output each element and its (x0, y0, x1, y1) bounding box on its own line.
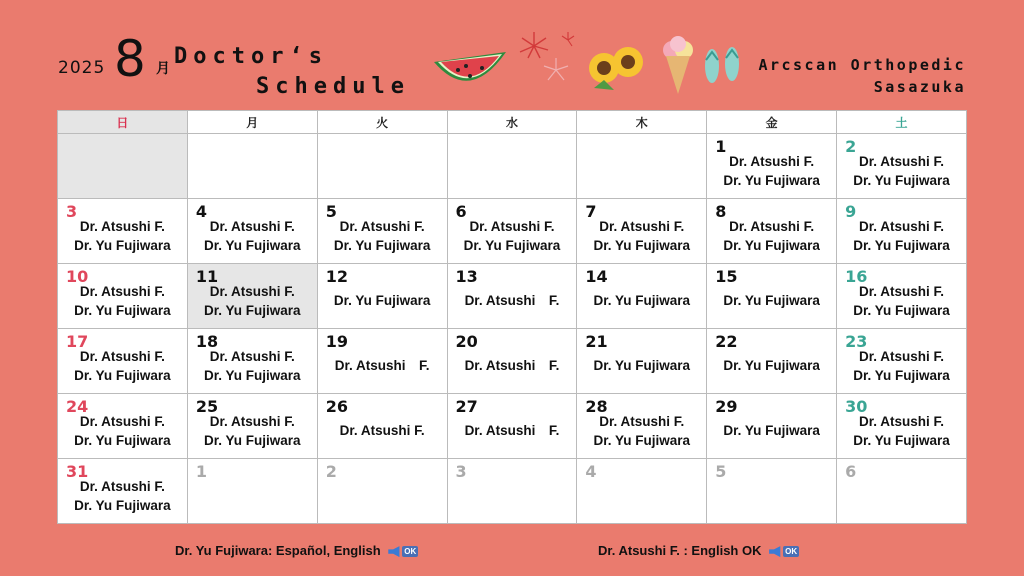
speaker-icon (769, 546, 783, 557)
day-number: 28 (585, 397, 608, 416)
doctor-name: Dr. Yu Fujiwara (723, 173, 820, 188)
doctor-list (837, 282, 966, 320)
calendar-day-cell (187, 199, 317, 264)
day-number: 3 (66, 202, 78, 221)
doctor-list (318, 421, 447, 440)
doctor-name: Dr. Atsushi F. (599, 414, 685, 429)
day-number: 12 (325, 267, 348, 286)
weekday-wed: 水 (447, 111, 577, 134)
weekday-thu: 木 (577, 111, 707, 134)
doctor-list (707, 152, 836, 190)
doctor-name: Dr. Atsushi F. (464, 358, 560, 373)
doctor-name: Dr. Atsushi F. (339, 219, 425, 234)
day-number: 8 (715, 202, 727, 221)
calendar-week-row (58, 394, 967, 459)
calendar-day-cell (837, 264, 967, 329)
doctor-name: Dr. Yu Fujiwara (463, 238, 561, 253)
doctor-name: Dr. Yu Fujiwara (203, 238, 301, 253)
day-number: 6 (455, 202, 467, 221)
calendar-week-row (58, 264, 967, 329)
day-number: 16 (845, 267, 868, 286)
doctor-name: Dr. Atsushi F. (464, 293, 560, 308)
doctor-name: Dr. Atsushi F. (729, 154, 815, 169)
doctor-name: Dr. Atsushi F. (859, 154, 945, 169)
day-number: 25 (195, 397, 219, 416)
calendar-day-cell (58, 199, 188, 264)
doctor-name: Dr. Yu Fujiwara (723, 423, 820, 438)
doctor-name: Dr. Yu Fujiwara (203, 368, 301, 383)
calendar-day-cell (837, 394, 967, 459)
doctor-name: Dr. Atsushi F. (729, 219, 815, 234)
calendar-day-cell (837, 134, 967, 199)
calendar-day-cell (837, 199, 967, 264)
calendar-day-cell (317, 199, 447, 264)
doctor-name: Dr. Yu Fujiwara (593, 358, 691, 373)
day-number: 14 (585, 267, 608, 286)
day-number: 6 (845, 462, 857, 481)
doctor-name: Dr. Atsushi F. (209, 219, 295, 234)
doctor-list (448, 291, 577, 310)
footer-note-fujiwara (175, 543, 418, 558)
calendar-day-cell (577, 329, 707, 394)
weekday-sat: 土 (837, 111, 967, 134)
day-number: 5 (325, 202, 337, 221)
day-number: 26 (325, 397, 348, 416)
year-label: 2025 (58, 58, 106, 78)
calendar-day-cell (707, 264, 837, 329)
calendar-day-cell (187, 329, 317, 394)
footer-atsushi-text: Dr. Atsushi F. : English OK (598, 543, 762, 558)
day-number: 7 (585, 202, 597, 221)
calendar-day-cell (187, 459, 317, 524)
calendar-day-cell (187, 394, 317, 459)
doctor-list (188, 412, 317, 450)
calendar-day-cell (58, 459, 188, 524)
calendar-day-cell (447, 459, 577, 524)
doctor-name: Dr. Atsushi F. (209, 349, 295, 364)
doctor-name: Dr. Atsushi F. (209, 414, 295, 429)
day-number: 10 (66, 267, 89, 286)
calendar-day-cell (447, 329, 577, 394)
doctor-name: Dr. Yu Fujiwara (593, 433, 691, 448)
calendar-day-cell (577, 264, 707, 329)
doctor-list (837, 217, 966, 255)
doctor-list (448, 217, 577, 255)
day-number: 15 (715, 267, 738, 286)
calendar-week-row (58, 134, 967, 199)
calendar-day-cell (317, 394, 447, 459)
day-number: 3 (455, 462, 467, 481)
doctor-name: Dr. Atsushi F. (334, 358, 430, 373)
ok-badge: OK (785, 547, 798, 557)
day-number: 9 (845, 202, 857, 221)
doctor-list (707, 421, 836, 440)
calendar-day-cell (707, 459, 837, 524)
clinic-location: Sasazuka (873, 78, 966, 96)
doctor-name: Dr. Atsushi F. (79, 284, 165, 299)
day-number: 17 (66, 332, 89, 351)
doctor-list (318, 356, 447, 375)
day-number: 22 (715, 332, 738, 351)
doctor-list (707, 291, 836, 310)
doctor-list (577, 356, 706, 375)
calendar-week-row (58, 329, 967, 394)
doctor-list (188, 217, 317, 255)
calendar-day-cell (707, 394, 837, 459)
calendar-week-row (58, 459, 967, 524)
doctor-name: Dr. Yu Fujiwara (723, 238, 820, 253)
day-number: 2 (325, 462, 337, 481)
doctor-list (837, 412, 966, 450)
month-number: 8 (114, 30, 146, 88)
speaker-icon (388, 546, 402, 557)
doctor-list (577, 412, 706, 450)
fireworks-icon (512, 26, 578, 92)
doctor-name: Dr. Yu Fujiwara (74, 368, 171, 383)
doctor-name: Dr. Yu Fujiwara (723, 358, 820, 373)
day-number: 23 (845, 332, 868, 351)
doctor-name: Dr. Yu Fujiwara (853, 368, 950, 383)
doctor-name: Dr. Atsushi F. (464, 423, 560, 438)
calendar-day-cell (187, 134, 317, 199)
doctor-name: Dr. Atsushi F. (859, 414, 945, 429)
day-number: 18 (195, 332, 219, 351)
calendar-day-cell (707, 329, 837, 394)
calendar-day-cell (837, 329, 967, 394)
doctor-name: Dr. Yu Fujiwara (593, 238, 691, 253)
calendar-day-cell (58, 134, 188, 199)
calendar-day-cell (447, 264, 577, 329)
day-number: 24 (66, 397, 89, 416)
doctor-name: Dr. Atsushi F. (469, 219, 555, 234)
doctor-name: Dr. Yu Fujiwara (853, 173, 950, 188)
weekday-fri: 金 (707, 111, 837, 134)
calendar-day-cell (317, 134, 447, 199)
calendar-day-cell (317, 329, 447, 394)
doctor-list (318, 291, 447, 310)
page-title-line1: Doctor‘s (174, 44, 328, 69)
doctor-list (58, 477, 187, 515)
calendar-day-cell (447, 134, 577, 199)
doctor-list (58, 282, 187, 320)
day-number: 1 (715, 137, 727, 156)
calendar-day-cell (837, 459, 967, 524)
weekday-header-row (58, 111, 967, 134)
doctor-name: Dr. Atsushi F. (79, 414, 165, 429)
doctor-list (318, 217, 447, 255)
weekday-mon: 月 (187, 111, 317, 134)
calendar-day-cell (577, 134, 707, 199)
doctor-name: Dr. Atsushi F. (859, 284, 945, 299)
calendar-day-cell (447, 199, 577, 264)
month-kanji: 月 (156, 61, 170, 77)
calendar-day-cell (317, 264, 447, 329)
calendar-week-row (58, 199, 967, 264)
doctor-name: Dr. Yu Fujiwara (723, 293, 820, 308)
doctor-name: Dr. Yu Fujiwara (853, 238, 950, 253)
page-title-line2: Schedule (256, 74, 410, 99)
doctor-list (707, 217, 836, 255)
doctor-name: Dr. Yu Fujiwara (74, 433, 171, 448)
weekday-tue: 火 (317, 111, 447, 134)
doctor-name: Dr. Yu Fujiwara (203, 433, 301, 448)
ice-cream-icon (660, 36, 696, 96)
weekday-sun: 日 (58, 111, 188, 134)
doctor-name: Dr. Atsushi F. (79, 219, 165, 234)
doctor-name: Dr. Yu Fujiwara (333, 293, 431, 308)
doctor-name: Dr. Yu Fujiwara (74, 303, 171, 318)
day-number: 4 (585, 462, 597, 481)
day-number: 29 (715, 397, 738, 416)
sandals-icon (698, 44, 746, 86)
doctor-name: Dr. Yu Fujiwara (74, 238, 171, 253)
doctor-name: Dr. Atsushi F. (79, 349, 165, 364)
doctor-list (837, 347, 966, 385)
day-number: 20 (455, 332, 478, 351)
day-number: 11 (195, 267, 219, 286)
doctor-name: Dr. Atsushi F. (859, 219, 945, 234)
doctor-name: Dr. Atsushi F. (209, 284, 295, 299)
doctor-list (837, 152, 966, 190)
footer-note-atsushi (598, 543, 799, 558)
day-number: 5 (715, 462, 727, 481)
doctor-list (577, 217, 706, 255)
doctor-list (58, 412, 187, 450)
doctor-list (58, 347, 187, 385)
day-number: 4 (195, 202, 207, 221)
doctor-list (577, 291, 706, 310)
ok-badge: OK (404, 547, 417, 557)
watermelon-icon (430, 44, 510, 96)
day-number: 13 (455, 267, 478, 286)
doctor-list (188, 347, 317, 385)
doctor-name: Dr. Yu Fujiwara (203, 303, 301, 318)
day-number: 21 (585, 332, 608, 351)
calendar-day-cell (317, 459, 447, 524)
doctor-name: Dr. Atsushi F. (339, 423, 425, 438)
footer-fujiwara-text: Dr. Yu Fujiwara: Español, English (175, 543, 381, 558)
doctor-name: Dr. Atsushi F. (599, 219, 685, 234)
calendar-day-cell (707, 134, 837, 199)
doctor-name: Dr. Atsushi F. (859, 349, 945, 364)
doctor-name: Dr. Atsushi F. (79, 479, 165, 494)
calendar-day-cell (58, 264, 188, 329)
calendar-day-cell (707, 199, 837, 264)
doctor-name: Dr. Yu Fujiwara (853, 433, 950, 448)
calendar-day-cell (187, 264, 317, 329)
calendar-day-cell (577, 394, 707, 459)
doctor-name: Dr. Yu Fujiwara (333, 238, 431, 253)
doctor-name: Dr. Yu Fujiwara (593, 293, 691, 308)
calendar-day-cell (58, 394, 188, 459)
day-number: 2 (845, 137, 857, 156)
day-number: 1 (195, 462, 207, 481)
day-number: 19 (325, 332, 348, 351)
day-number: 27 (455, 397, 478, 416)
doctor-list (707, 356, 836, 375)
sunflower-icon (584, 38, 650, 98)
doctor-list (448, 356, 577, 375)
day-number: 31 (66, 462, 89, 481)
doctor-list (58, 217, 187, 255)
clinic-name: Arcscan Orthopedic (758, 56, 966, 74)
doctor-name: Dr. Yu Fujiwara (74, 498, 171, 513)
calendar-day-cell (577, 199, 707, 264)
calendar-day-cell (447, 394, 577, 459)
calendar-day-cell (58, 329, 188, 394)
day-number: 30 (845, 397, 868, 416)
doctor-list (188, 282, 317, 320)
doctor-name: Dr. Yu Fujiwara (853, 303, 950, 318)
doctor-list (448, 421, 577, 440)
calendar-table (57, 110, 967, 524)
calendar-day-cell (577, 459, 707, 524)
